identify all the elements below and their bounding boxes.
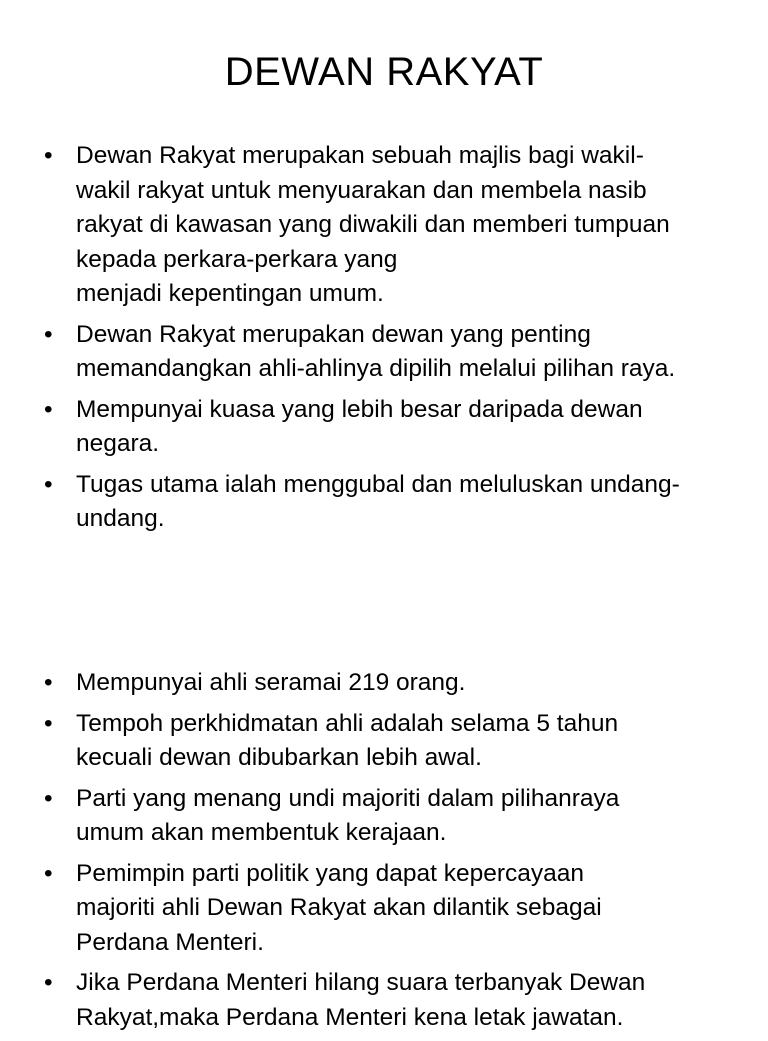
bullet-text-line: Tempoh perkhidmatan ahli adalah selama 5 tahun xyxy=(76,709,619,737)
bullet-item xyxy=(44,857,734,961)
bullet-item xyxy=(44,468,734,537)
bullet-item xyxy=(44,318,734,387)
bullet-text-line: Mempunyai ahli seramai 219 orang. xyxy=(76,669,466,696)
bullet-text-line: Perdana Menteri. xyxy=(76,928,264,956)
bullet-text-line: umum akan membentuk kerajaan. xyxy=(76,819,447,846)
bullet-text-line: Jika Perdana Menteri hilang suara terbanyak Dewan xyxy=(76,969,646,996)
bullet-icon: • xyxy=(44,859,53,887)
bullet-item xyxy=(44,139,734,312)
bullet-text-line: Dewan Rakyat merupakan sebuah majlis bagi wakil- xyxy=(76,142,644,169)
bullet-item xyxy=(44,966,734,1035)
bullet-icon: • xyxy=(44,395,53,423)
bullet-item xyxy=(44,707,734,776)
bullet-item xyxy=(44,393,734,462)
bullet-list-section-1 xyxy=(44,139,734,543)
bullet-text-line: majoriti ahli Dewan Rakyat akan dilantik sebagai xyxy=(76,894,602,921)
bullet-item xyxy=(44,782,734,851)
bullet-text-line: Rakyat,maka Perdana Menteri kena letak jawatan. xyxy=(76,1003,624,1031)
bullet-icon: • xyxy=(44,470,53,498)
bullet-text-line: menjadi kepentingan umum. xyxy=(76,280,384,307)
bullet-text-line: rakyat di kawasan yang diwakili dan memberi tumpuan xyxy=(76,211,670,238)
bullet-icon: • xyxy=(44,669,53,696)
bullet-text-line: Mempunyai kuasa yang lebih besar daripada dewan xyxy=(76,395,643,423)
bullet-text-line: Parti yang menang undi majoriti dalam pilihanraya xyxy=(76,784,620,812)
bullet-text-line: negara. xyxy=(76,430,160,457)
bullet-text-line: undang. xyxy=(76,505,165,532)
bullet-text-line: Tugas utama ialah menggubal dan meluluskan undang- xyxy=(76,470,680,498)
bullet-text-line: kecuali dewan dibubarkan lebih awal. xyxy=(76,744,482,771)
bullet-text-line: wakil rakyat untuk menyuarakan dan membela nasib xyxy=(76,176,647,204)
bullet-icon: • xyxy=(44,784,53,812)
page-title: DEWAN RAKYAT xyxy=(224,50,544,94)
bullet-icon: • xyxy=(44,320,53,348)
bullet-icon: • xyxy=(44,969,53,996)
bullet-text-line: memandangkan ahli-ahlinya dipilih melalui pilihan raya. xyxy=(76,355,676,382)
bullet-text-line: Dewan Rakyat merupakan dewan yang penting xyxy=(76,320,591,348)
bullet-list-section-2 xyxy=(44,666,734,1041)
bullet-text-line: kepada perkara-perkara yang xyxy=(76,245,398,273)
bullet-item xyxy=(44,666,734,701)
bullet-text-line: Pemimpin parti politik yang dapat kepercayaan xyxy=(76,859,584,887)
bullet-icon: • xyxy=(44,142,53,169)
bullet-icon: • xyxy=(44,709,53,737)
